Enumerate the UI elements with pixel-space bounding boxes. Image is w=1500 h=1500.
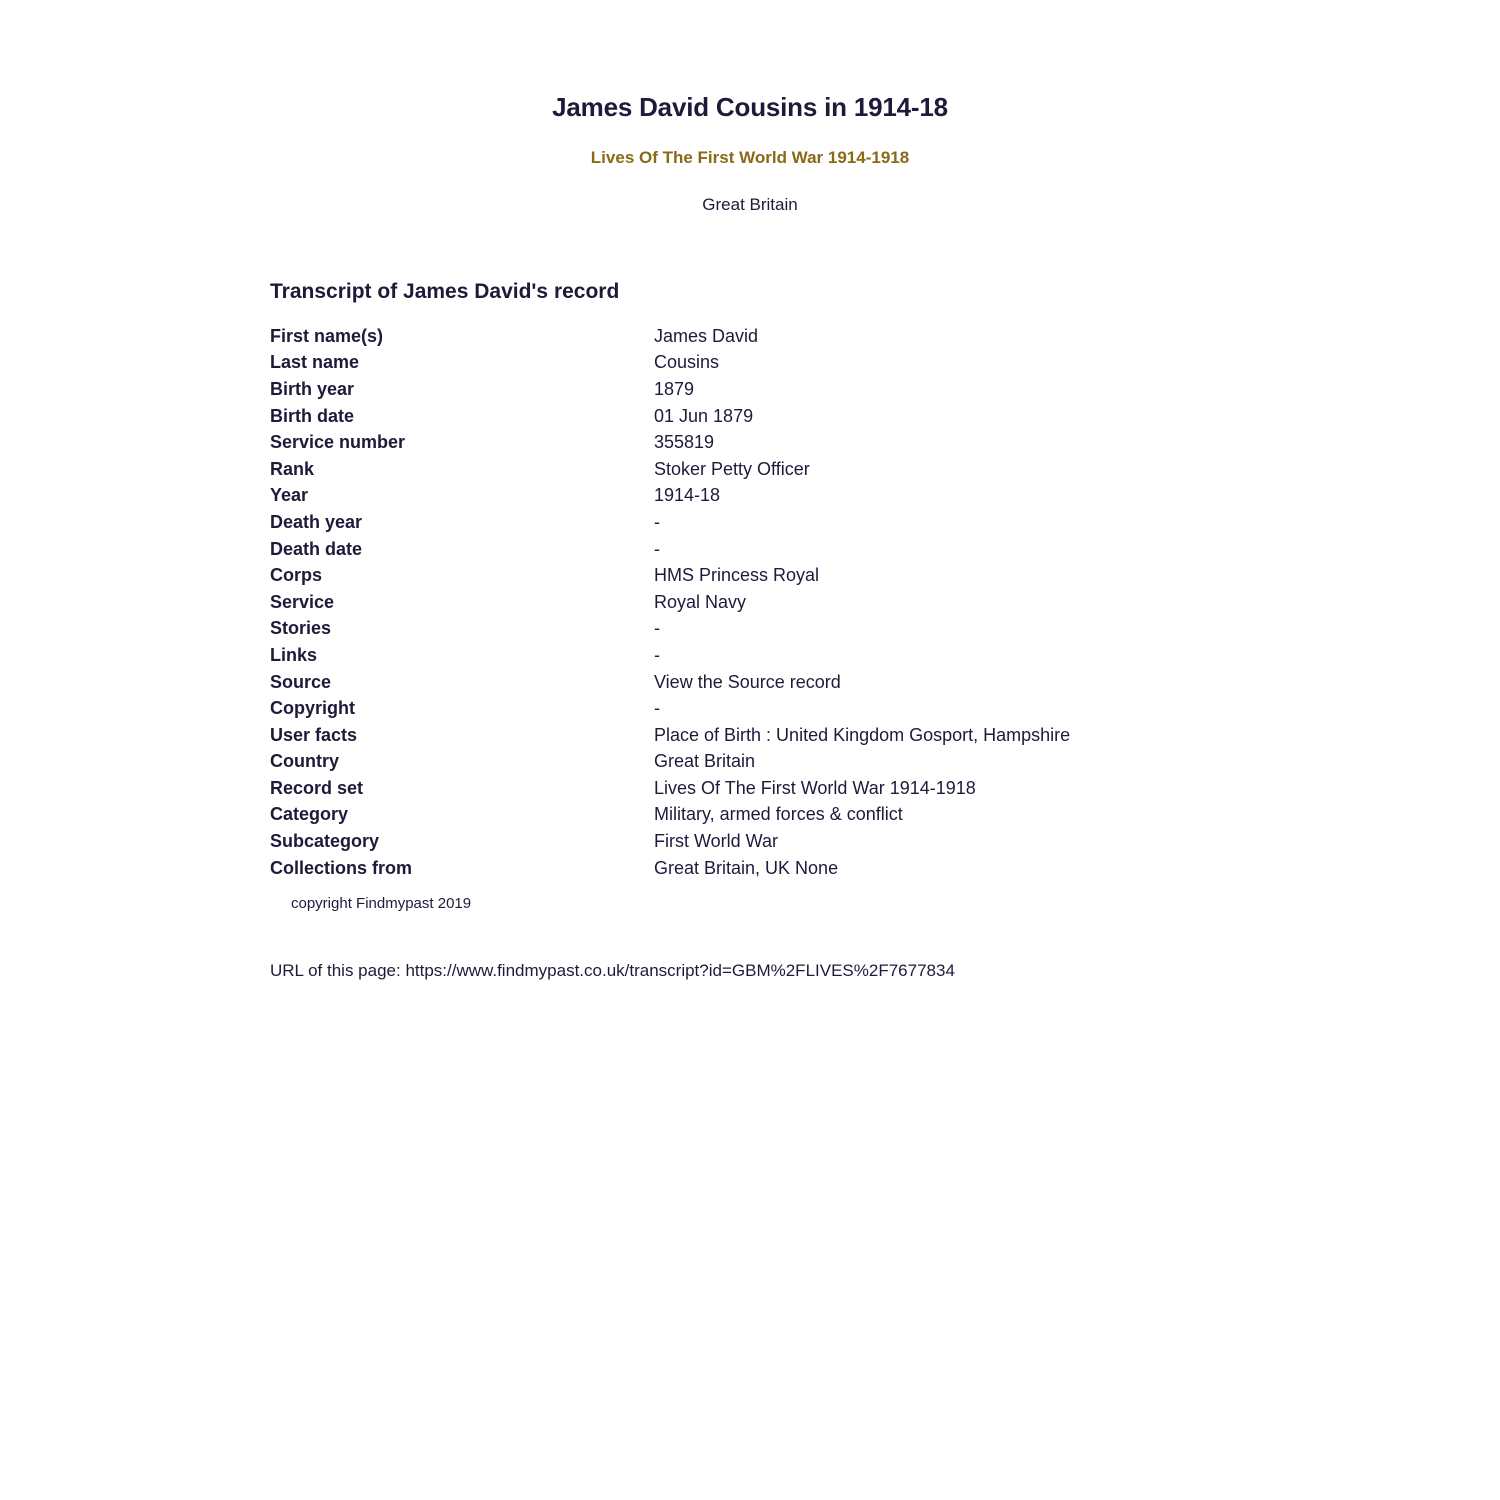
record-row-country: [270, 749, 1230, 776]
record-value: Lives Of The First World War 1914-1918: [654, 777, 976, 798]
record-row-source: [270, 669, 1230, 696]
record-label: Last name: [270, 352, 360, 373]
record-row-birth-year: [270, 376, 1230, 403]
record-label: Country: [270, 751, 339, 772]
record-label: Stories: [270, 618, 332, 639]
record-row-rank: [270, 456, 1230, 483]
record-row-record-set: [270, 775, 1230, 802]
record-row-stories: [270, 616, 1230, 643]
record-value: HMS Princess Royal: [654, 565, 820, 586]
record-value: -: [654, 644, 660, 665]
record-row-corps: [270, 562, 1230, 589]
record-row-service-number: [270, 429, 1230, 456]
record-label: Source: [270, 671, 332, 692]
record-value: 1879: [654, 378, 695, 399]
record-label: Birth year: [270, 378, 355, 399]
record-row-death-year: [270, 509, 1230, 536]
record-row-death-date: [270, 536, 1230, 563]
record-row-last-name: [270, 350, 1230, 377]
record-row-collections-from: [270, 855, 1230, 882]
record-value: James David: [654, 325, 759, 346]
record-table: [270, 323, 1230, 881]
record-value: Stoker Petty Officer: [654, 458, 810, 479]
record-label: Death date: [270, 538, 363, 559]
record-label: Year: [270, 485, 309, 506]
record-label: Service number: [270, 432, 406, 453]
record-value: Great Britain, UK None: [654, 857, 839, 878]
record-value: -: [654, 618, 660, 639]
record-set-subtitle: Lives Of The First World War 1914-1918: [590, 148, 910, 167]
record-value: Cousins: [654, 352, 720, 373]
record-value: -: [654, 538, 660, 559]
record-row-subcategory: [270, 828, 1230, 855]
record-row-year: [270, 483, 1230, 510]
record-value: -: [654, 698, 660, 719]
record-label: Subcategory: [270, 831, 380, 852]
view-source-record-link[interactable]: View the Source record: [654, 671, 841, 692]
record-label: User facts: [270, 724, 358, 745]
record-label: Service: [270, 591, 335, 612]
record-row-category: [270, 802, 1230, 829]
country-label: Great Britain: [702, 195, 798, 214]
record-value: -: [654, 511, 660, 532]
record-label: Links: [270, 644, 318, 665]
record-label: Rank: [270, 458, 315, 479]
record-row-links: [270, 642, 1230, 669]
page-title: James David Cousins in 1914-18: [552, 92, 948, 122]
record-label: Corps: [270, 565, 323, 586]
record-value: Military, armed forces & conflict: [654, 804, 903, 825]
transcript-heading: Transcript of James David's record: [270, 280, 620, 303]
record-row-copyright: [270, 695, 1230, 722]
record-value: 01 Jun 1879: [654, 405, 754, 426]
record-row-birth-date: [270, 403, 1230, 430]
record-row-first-names: [270, 323, 1230, 350]
record-label: Category: [270, 804, 349, 825]
copyright-notice: copyright Findmypast 2019: [291, 895, 472, 912]
record-value: 1914-18: [654, 485, 721, 506]
record-row-service: [270, 589, 1230, 616]
record-label: Record set: [270, 777, 364, 798]
record-label: Copyright: [270, 698, 355, 719]
record-value: 355819: [654, 432, 715, 453]
record-label: Birth date: [270, 405, 355, 426]
record-label: Death year: [270, 511, 363, 532]
record-value: Place of Birth : United Kingdom Gosport, Hampshire: [654, 724, 1071, 745]
record-value: Great Britain: [654, 751, 756, 772]
record-value: First World War: [654, 831, 778, 852]
record-label: Collections from: [270, 857, 413, 878]
record-label: First name(s): [270, 325, 384, 346]
record-value: Royal Navy: [654, 591, 747, 612]
record-row-user-facts: [270, 722, 1230, 749]
page-url-text: URL of this page: https://www.findmypast.co.uk/transcript?id=GBM%2FLIVES%2F7677834: [270, 961, 955, 980]
